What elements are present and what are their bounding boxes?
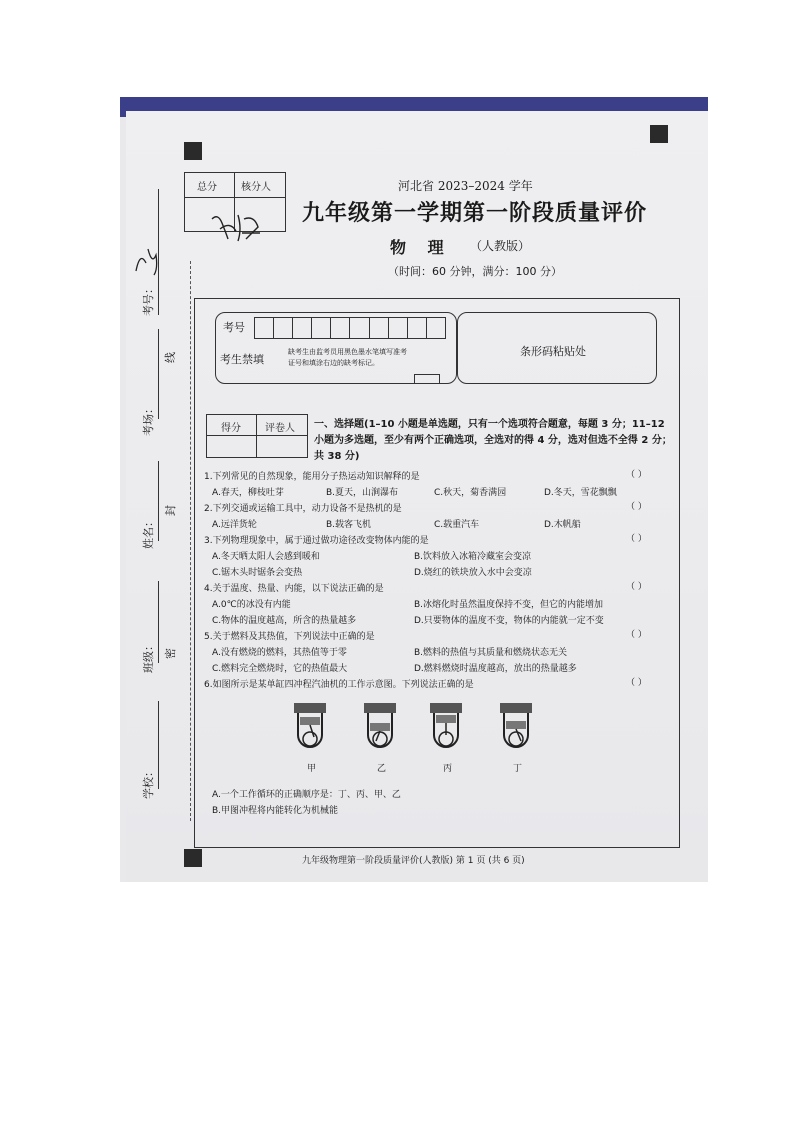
barcode-label: 条形码粘贴处 (520, 345, 586, 358)
score-label: 得分 (221, 423, 241, 434)
answer-paren[interactable]: （ ） (626, 582, 647, 592)
question-4-stem: 4.关于温度、热量、内能，以下说法正确的是 (204, 584, 384, 594)
question-3-stem: 3.下列物理现象中，属于通过做功途径改变物体内能的是 (204, 536, 429, 546)
question-2-option: A.远洋货轮 (212, 520, 257, 530)
answer-paren[interactable]: （ ） (626, 678, 647, 688)
margin-exam-no: 考号： (142, 283, 155, 316)
scanned-photo (120, 97, 708, 882)
question-3-option: A.冬天晒太阳人会感到暖和 (212, 552, 320, 562)
question-5-stem: 5.关于燃料及其热值，下列说法中正确的是 (204, 632, 375, 642)
engine-diagram-ding (496, 701, 536, 753)
question-1-option: D.冬天，雪花飘飘 (544, 488, 617, 498)
question-5-option: C.燃料完全燃烧时，它的热值最大 (212, 664, 348, 674)
forbidden-note: 缺考生由监考员用黑色墨水笔填写准考证号和填涂右边的缺考标记。 (288, 348, 407, 367)
question-2-stem: 2.下列交通或运输工具中，动力设备不是热机的是 (204, 504, 402, 514)
question-2-option: B.载客飞机 (326, 520, 372, 530)
exam-sheet (126, 111, 708, 882)
question-1-stem: 1.下列常见的自然现象，能用分子热运动知识解释的是 (204, 472, 420, 482)
exam-province-year: 河北省 2023–2024 学年 (398, 179, 533, 193)
margin-class: 班级： (142, 640, 155, 673)
margin-seal-mark: 封 (164, 505, 177, 516)
section-grade-box (206, 414, 308, 458)
page-title: 九年级第一学期第一阶段质量评价 (302, 201, 648, 226)
registration-mark (650, 125, 668, 143)
margin-bind-mark: 密 (164, 648, 177, 659)
engine-diagram-jia (290, 701, 330, 753)
question-4-option: B.冰熔化时虽然温度保持不变，但它的内能增加 (414, 600, 604, 610)
registration-mark (184, 142, 202, 160)
exam-no-cells[interactable] (254, 317, 446, 339)
question-5-option: A.没有燃烧的燃料，其热值等于零 (212, 648, 347, 658)
time-score-info: （时间：60 分钟，满分：100 分） (388, 265, 562, 278)
engine-diagram-bing (426, 701, 466, 753)
question-3-option: C.锯木头时锯条会变热 (212, 568, 303, 578)
question-2-option: C.载重汽车 (434, 520, 480, 530)
answer-paren[interactable]: （ ） (626, 502, 647, 512)
question-6-option: B.甲图冲程将内能转化为机械能 (212, 806, 339, 816)
absent-mark-box[interactable] (414, 374, 440, 384)
question-6-option: A.一个工作循环的正确顺序是：丁、丙、甲、乙 (212, 790, 401, 800)
question-5-option: B.燃料的热值与其质量和燃烧状态无关 (414, 648, 568, 658)
exam-no-label: 考号 (223, 321, 245, 334)
question-3-option: B.饮料放入冰箱冷藏室会变凉 (414, 552, 532, 562)
question-5-option: D.燃料燃烧时温度越高，放出的热量越多 (414, 664, 577, 674)
engine-label: 丁 (513, 764, 523, 774)
question-1-option: B.夏天，山涧瀑布 (326, 488, 399, 498)
margin-name: 姓名： (142, 516, 155, 549)
engine-label: 丙 (443, 764, 453, 774)
binding-line (190, 261, 191, 821)
answer-paren[interactable]: （ ） (626, 630, 647, 640)
engine-diagram-yi (360, 701, 400, 753)
question-1-option: A.春天，柳枝吐芽 (212, 488, 284, 498)
engine-label: 甲 (307, 764, 317, 774)
answer-paren[interactable]: （ ） (626, 470, 647, 480)
registration-mark (184, 849, 202, 867)
question-1-option: C.秋天，菊香满园 (434, 488, 507, 498)
grader-label: 评卷人 (265, 423, 295, 434)
engine-label: 乙 (377, 764, 387, 774)
question-6-stem: 6.如图所示是某单缸四冲程汽油机的工作示意图。下列说法正确的是 (204, 680, 474, 690)
answer-paren[interactable]: （ ） (626, 534, 647, 544)
question-4-option: C.物体的温度越高，所含的热量越多 (212, 616, 357, 626)
section1-intro: 一、选择题(1–10 小题是单选题，只有一个选项符合题意，每题 3 分；11–12 小题为多选题，至少有两个正确选项，全选对的得 4 分，选对但选不全得 2 分；共 38 分) (314, 419, 672, 462)
question-4-option: A.0℃的冰没有内能 (212, 600, 291, 610)
handwritten-signature (206, 209, 266, 245)
edition-label: （人教版） (470, 239, 531, 253)
question-3-option: D.烧红的铁块放入水中会变凉 (414, 568, 532, 578)
margin-exam-room: 考场： (142, 403, 155, 436)
margin-school: 学校： (142, 766, 155, 799)
forbidden-label: 考生禁填 (220, 353, 264, 366)
question-2-option: D.木帆船 (544, 520, 581, 530)
page-footer: 九年级物理第一阶段质量评价(人教版) 第 1 页 (共 6 页) (302, 856, 525, 866)
question-4-option: D.只要物体的温度不变，物体的内能就一定不变 (414, 616, 604, 626)
total-label: 总分 (197, 182, 217, 193)
subject-title: 物 理 (390, 238, 452, 257)
checker-label: 核分人 (241, 182, 271, 193)
margin-line-mark: 线 (164, 352, 177, 363)
